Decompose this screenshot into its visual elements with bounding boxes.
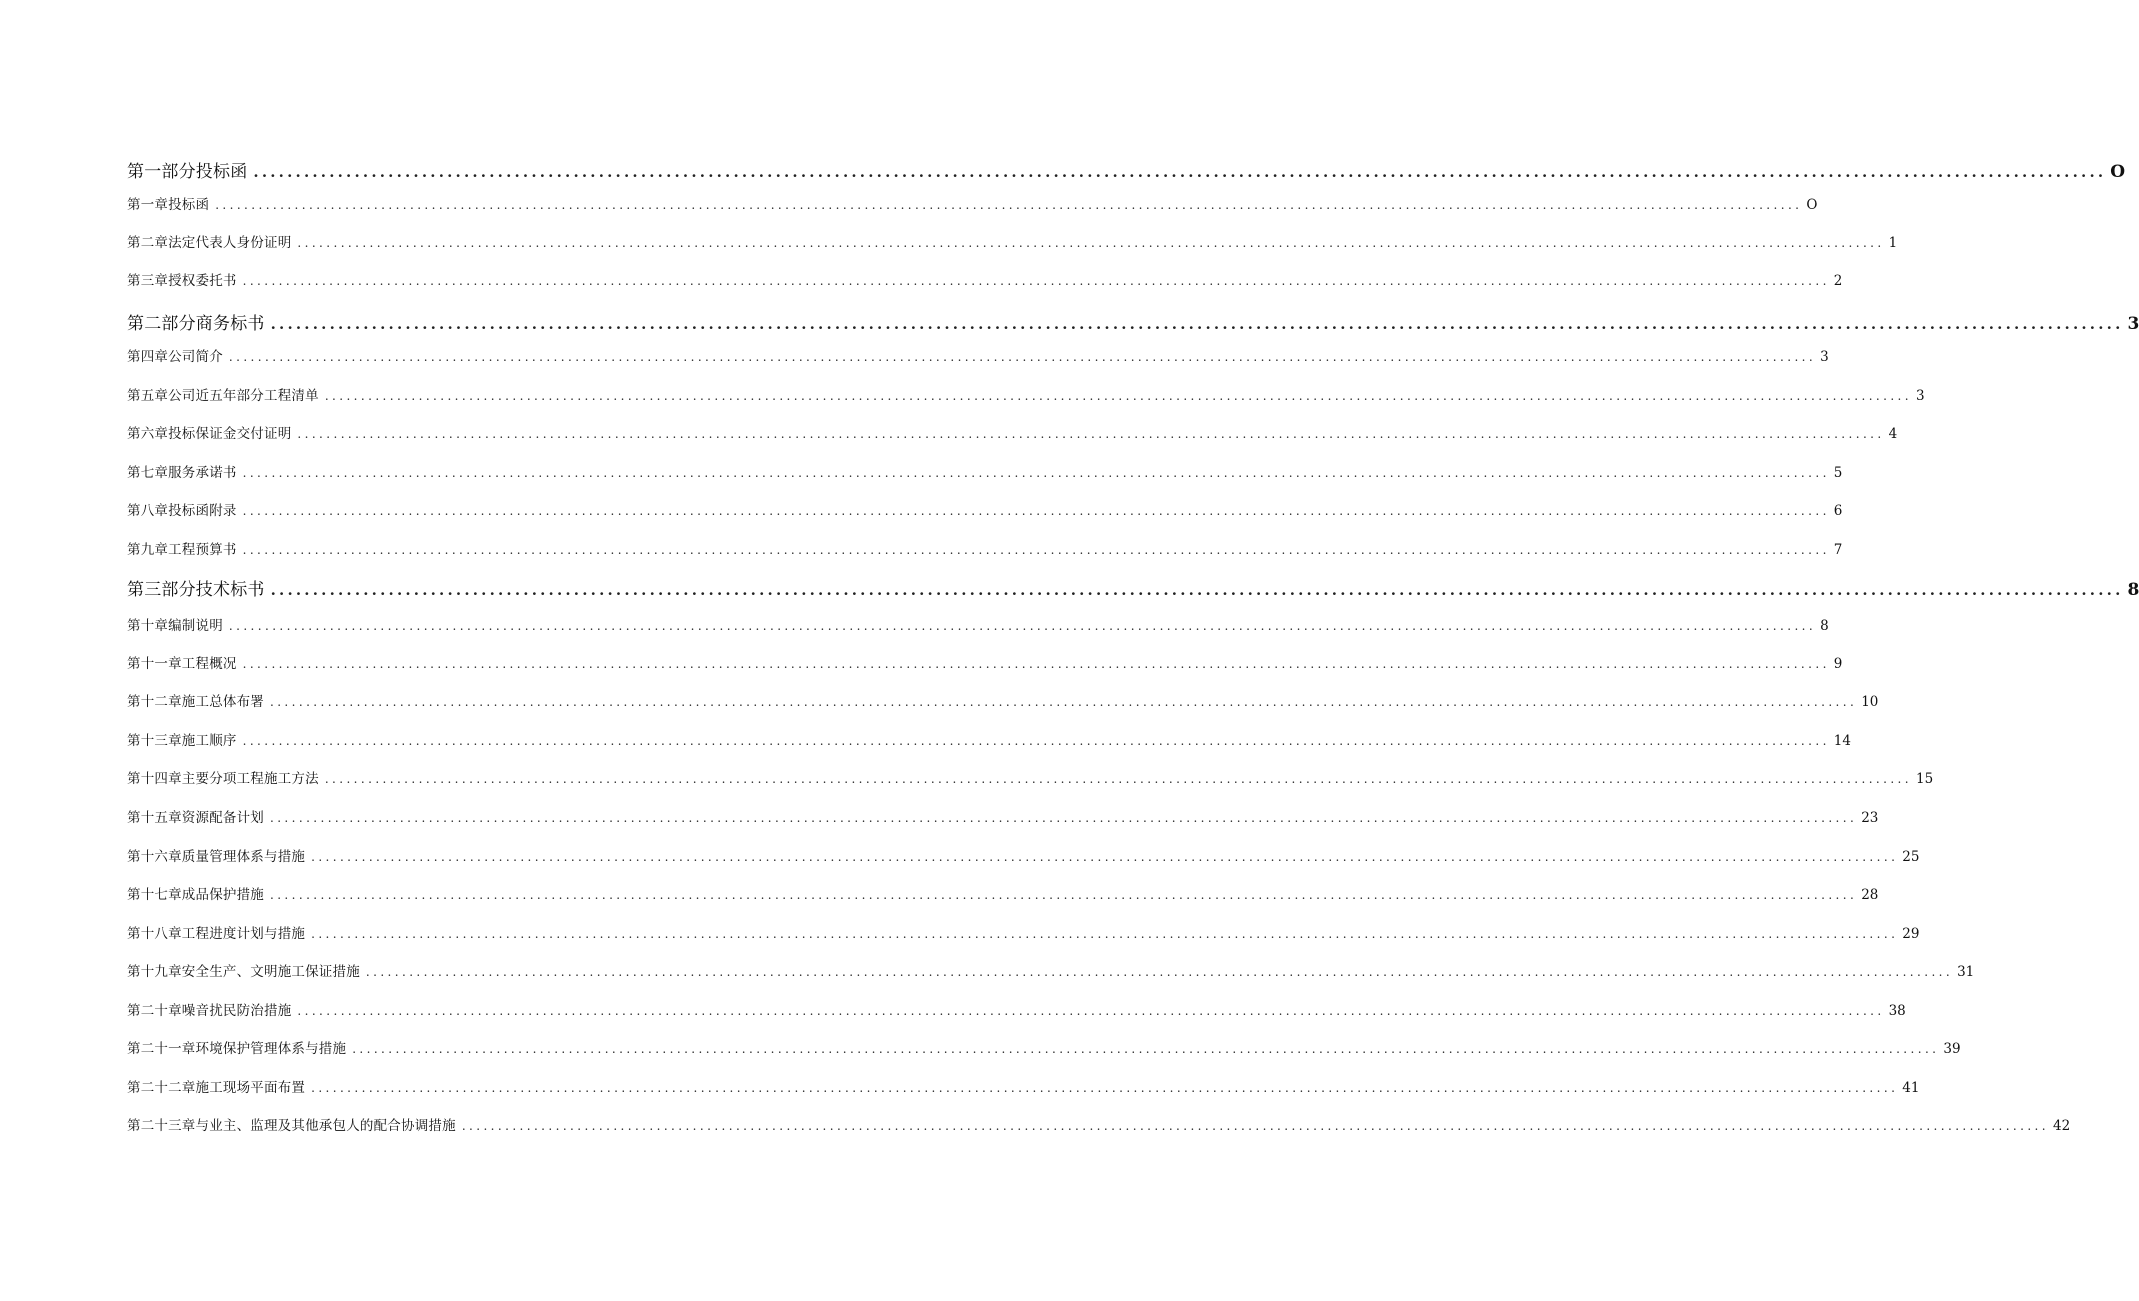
- toc-entry-page: 15: [1916, 771, 1934, 787]
- toc-entry-page: 5: [1833, 465, 1843, 481]
- toc-entry[interactable]: [127, 692, 1879, 712]
- toc-entry-title: 第一部分投标函: [127, 162, 248, 182]
- toc-entry-title: 第九章工程预算书: [127, 542, 237, 558]
- dot-leader: ............................................................................................................................................................................................................................: [270, 888, 1858, 902]
- toc-entry-title: 第十章编制说明: [127, 618, 223, 634]
- dot-leader: ............................................................................................................................................................................................................................: [242, 274, 1830, 288]
- dot-leader: ............................................................................................................................................................................................................................: [311, 1081, 1899, 1095]
- toc-entry-page: 31: [1957, 964, 1975, 980]
- table-of-contents: [127, 0, 2139, 1301]
- toc-entry[interactable]: [127, 501, 1843, 521]
- dot-leader: ............................................................................................................................................................................................................................: [324, 389, 1912, 403]
- toc-entry-page: O: [1806, 197, 1818, 213]
- dot-leader: ............................................................................................................................................................................................................................: [352, 1042, 1940, 1056]
- toc-entry-title: 第五章公司近五年部分工程清单: [127, 388, 319, 404]
- toc-entry-page: 4: [1888, 426, 1898, 442]
- toc-entry-page: 1: [1888, 235, 1898, 251]
- toc-entry[interactable]: [127, 616, 1829, 636]
- toc-entry-title: 第三章授权委托书: [127, 273, 237, 289]
- toc-entry[interactable]: [127, 924, 1920, 944]
- toc-entry[interactable]: [127, 271, 1843, 291]
- toc-entry[interactable]: [127, 769, 1934, 789]
- toc-entry-title: 第十九章安全生产、文明施工保证措施: [127, 964, 360, 980]
- toc-entry-title: 第二部分商务标书: [127, 314, 265, 334]
- dot-leader: ............................................................................................................................................................................................................................: [270, 315, 2124, 333]
- toc-entry-page: 6: [1833, 503, 1843, 519]
- toc-entry-title: 第十五章资源配备计划: [127, 810, 264, 826]
- toc-entry-page: 25: [1902, 849, 1920, 865]
- dot-leader: ............................................................................................................................................................................................................................: [242, 504, 1830, 518]
- dot-leader: ............................................................................................................................................................................................................................: [324, 772, 1912, 786]
- dot-leader: ............................................................................................................................................................................................................................: [228, 350, 1817, 364]
- toc-entry[interactable]: [127, 233, 1898, 253]
- toc-entry-title: 第二章法定代表人身份证明: [127, 235, 292, 251]
- toc-entry-title: 第七章服务承诺书: [127, 465, 237, 481]
- dot-leader: ............................................................................................................................................................................................................................: [242, 657, 1830, 671]
- toc-entry[interactable]: [127, 1078, 1920, 1098]
- toc-entry-title: 第三部分技术标书: [127, 580, 265, 600]
- toc-entry-page: 8: [1820, 618, 1829, 634]
- toc-entry-page: 7: [1833, 542, 1843, 558]
- toc-entry-page: 23: [1861, 810, 1879, 826]
- toc-entry-page: 8: [2127, 580, 2139, 600]
- toc-entry-title: 第十一章工程概况: [127, 656, 237, 672]
- toc-entry-page: 39: [1943, 1041, 1961, 1057]
- toc-entry-page: 3: [1916, 388, 1925, 404]
- toc-entry[interactable]: [127, 1001, 1906, 1021]
- toc-entry-title: 第二十章噪音扰民防治措施: [127, 1003, 292, 1019]
- dot-leader: ............................................................................................................................................................................................................................: [242, 543, 1830, 557]
- toc-entry-page: O: [2110, 162, 2126, 182]
- toc-entry-page: 10: [1861, 694, 1879, 710]
- dot-leader: ............................................................................................................................................................................................................................: [365, 965, 1954, 979]
- toc-entry-title: 第一章投标函: [127, 197, 210, 213]
- toc-entry[interactable]: [127, 808, 1879, 828]
- dot-leader: ............................................................................................................................................................................................................................: [311, 850, 1899, 864]
- toc-entry[interactable]: [127, 654, 1843, 674]
- dot-leader: ............................................................................................................................................................................................................................: [461, 1119, 2049, 1133]
- toc-entry-title: 第十三章施工顺序: [127, 733, 237, 749]
- toc-entry[interactable]: [127, 312, 2139, 336]
- toc-entry-title: 第二十三章与业主、监理及其他承包人的配合协调措施: [127, 1118, 456, 1134]
- toc-entry-title: 第十二章施工总体布署: [127, 694, 264, 710]
- toc-entry[interactable]: [127, 1039, 1961, 1059]
- toc-entry[interactable]: [127, 540, 1843, 560]
- toc-entry-title: 第十六章质量管理体系与措施: [127, 849, 306, 865]
- toc-entry-page: 14: [1833, 733, 1851, 749]
- toc-entry-title: 第二十二章施工现场平面布置: [127, 1080, 306, 1096]
- toc-entry-page: 9: [1833, 656, 1843, 672]
- toc-entry-title: 第四章公司简介: [127, 349, 223, 365]
- dot-leader: ............................................................................................................................................................................................................................: [242, 734, 1830, 748]
- dot-leader: ............................................................................................................................................................................................................................: [297, 427, 1885, 441]
- toc-entry[interactable]: [127, 731, 1851, 751]
- dot-leader: ............................................................................................................................................................................................................................: [297, 236, 1885, 250]
- dot-leader: ............................................................................................................................................................................................................................: [270, 581, 2124, 599]
- toc-entry-page: 29: [1902, 926, 1920, 942]
- dot-leader: ............................................................................................................................................................................................................................: [228, 619, 1817, 633]
- dot-leader: ............................................................................................................................................................................................................................: [311, 927, 1899, 941]
- toc-entry[interactable]: [127, 195, 1818, 215]
- toc-entry-page: 2: [1833, 273, 1843, 289]
- toc-entry[interactable]: [127, 424, 1898, 444]
- toc-entry[interactable]: [127, 578, 2139, 602]
- toc-entry-page: 3: [1820, 349, 1829, 365]
- toc-entry-title: 第十四章主要分项工程施工方法: [127, 771, 319, 787]
- toc-entry[interactable]: [127, 1116, 2071, 1136]
- toc-entry-title: 第十七章成品保护措施: [127, 887, 264, 903]
- toc-entry-page: 38: [1888, 1003, 1906, 1019]
- toc-entry[interactable]: [127, 962, 1975, 982]
- dot-leader: ............................................................................................................................................................................................................................: [270, 811, 1858, 825]
- toc-entry-title: 第二十一章环境保护管理体系与措施: [127, 1041, 347, 1057]
- toc-entry[interactable]: [127, 847, 1920, 867]
- toc-entry-page: 41: [1902, 1080, 1920, 1096]
- dot-leader: ............................................................................................................................................................................................................................: [297, 1004, 1885, 1018]
- toc-entry[interactable]: [127, 347, 1829, 367]
- toc-entry-title: 第八章投标函附录: [127, 503, 237, 519]
- toc-entry[interactable]: [127, 885, 1879, 905]
- dot-leader: ............................................................................................................................................................................................................................: [242, 466, 1830, 480]
- toc-entry[interactable]: [127, 160, 2126, 184]
- toc-entry-title: 第六章投标保证金交付证明: [127, 426, 292, 442]
- toc-entry-page: 42: [2053, 1118, 2071, 1134]
- dot-leader: ............................................................................................................................................................................................................................: [215, 198, 1803, 212]
- toc-entry[interactable]: [127, 386, 1925, 406]
- toc-entry[interactable]: [127, 463, 1843, 483]
- toc-entry-title: 第十八章工程进度计划与措施: [127, 926, 306, 942]
- dot-leader: ............................................................................................................................................................................................................................: [270, 695, 1858, 709]
- toc-entry-page: 28: [1861, 887, 1879, 903]
- dot-leader: ............................................................................................................................................................................................................................: [253, 163, 2107, 181]
- toc-entry-page: 3: [2127, 314, 2139, 334]
